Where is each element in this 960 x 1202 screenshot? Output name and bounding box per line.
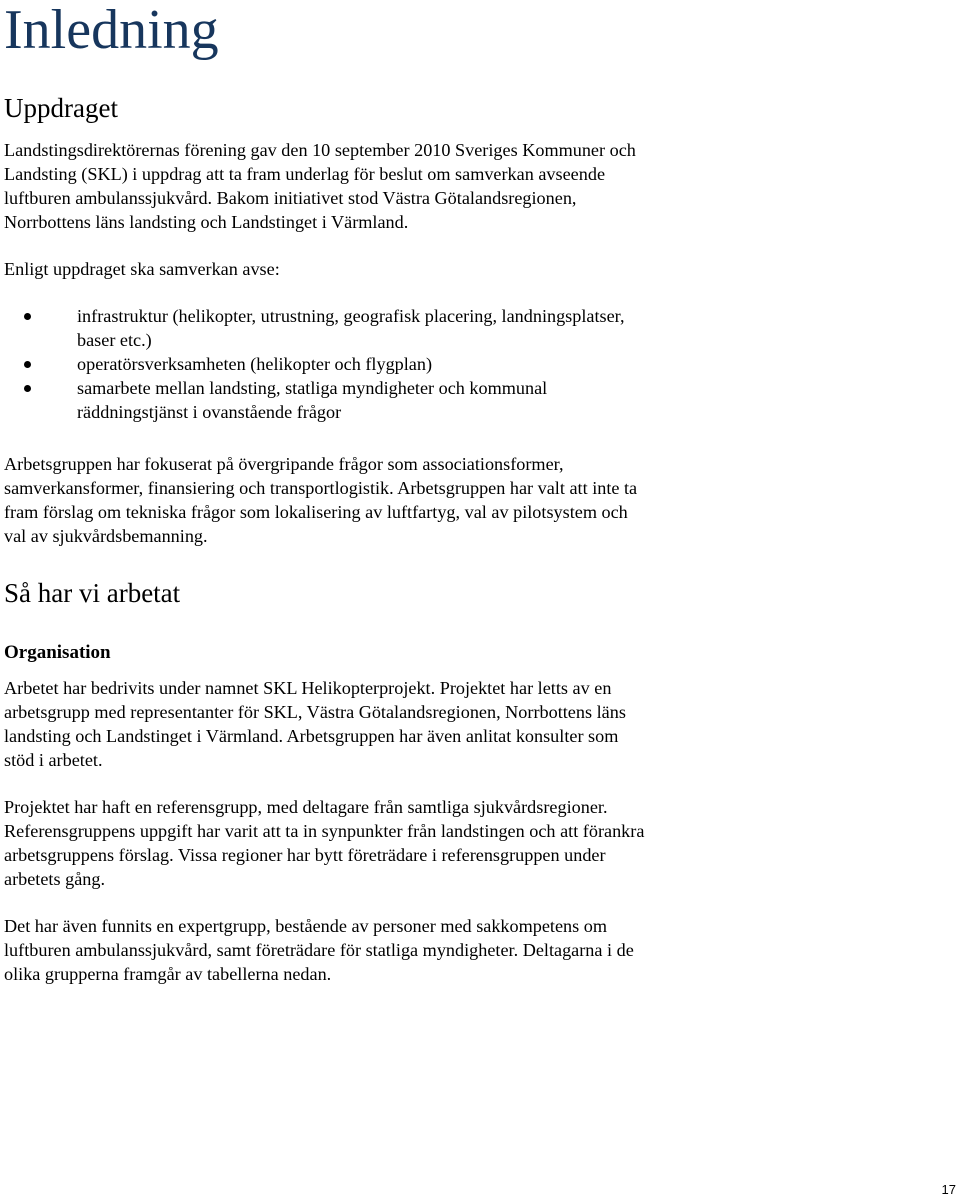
bullet-icon [24,313,31,320]
text-line: samverkansformer, finansiering och transportlogistik. Arbetsgruppen har valt att inte ta [4,478,638,498]
page-title: Inledning [4,0,219,61]
text-line: Referensgruppens uppgift har varit att ta in synpunkter från landstingen och att förankra [4,821,645,841]
list-item-text [77,376,760,424]
text-line: Enligt uppdraget ska samverkan avse: [4,259,280,279]
text-line: Landstingsdirektörernas förening gav den 10 september 2010 Sveriges Kommuner och [4,140,636,160]
organisation-paragraph [4,676,744,772]
text-line: räddningstjänst i ovanstående frågor [77,402,342,422]
text-line: arbetsgruppens förslag. Vissa regioner har bytt företrädare i referensgruppen under [4,845,606,865]
text-line: Projektet har haft en referensgrupp, med deltagare från samtliga sjukvårdsregioner. [4,797,608,817]
intro-paragraph [4,138,744,234]
list-item [0,352,760,376]
focus-paragraph [4,452,744,548]
reference-group-paragraph [4,795,744,891]
text-line: samarbete mellan landsting, statliga myndigheter och kommunal [77,378,548,398]
text-line: baser etc.) [77,330,152,350]
text-line: stöd i arbetet. [4,750,103,770]
expert-group-paragraph [4,914,744,986]
text-line: infrastruktur (helikopter, utrustning, geografisk placering, landningsplatser, [77,306,625,326]
text-line: Det har även funnits en expertgrupp, bestående av personer med sakkompetens om [4,916,608,936]
page-number: 17 [941,1182,956,1197]
list-item-text [77,352,760,376]
text-line: luftburen ambulanssjukvård. Bakom initiativet stod Västra Götalandsregionen, [4,188,577,208]
text-line: luftburen ambulanssjukvård, samt företrädare för statliga myndigheter. Deltagarna i de [4,940,634,960]
bullet-icon [24,361,31,368]
text-line: operatörsverksamheten (helikopter och flygplan) [77,354,433,374]
text-line: arbetsgrupp med representanter för SKL, Västra Götalandsregionen, Norrbottens läns [4,702,626,722]
subheading-organisation: Organisation [4,642,111,663]
list-item [0,376,760,424]
text-line: Norrbottens läns landsting och Landstinget i Värmland. [4,212,409,232]
text-line: arbetets gång. [4,869,105,889]
lead-paragraph [4,257,744,281]
section-heading-uppdraget: Uppdraget [4,93,118,123]
text-line: Landsting (SKL) i uppdrag att ta fram underlag för beslut om samverkan avseende [4,164,606,184]
text-line: val av sjukvårdsbemanning. [4,526,208,546]
text-line: olika grupperna framgår av tabellerna nedan. [4,964,332,984]
section-heading-arbetat: Så har vi arbetat [4,578,181,608]
text-line: fram förslag om tekniska frågor som lokalisering av luftfartyg, val av pilotsystem och [4,502,628,522]
list-item [0,304,760,352]
text-line: Arbetsgruppen har fokuserat på övergripande frågor som associationsformer, [4,454,564,474]
bullet-list [0,304,760,424]
text-line: Arbetet har bedrivits under namnet SKL Helikopterprojekt. Projektet har letts av en [4,678,612,698]
bullet-icon [24,385,31,392]
text-line: landsting och Landstinget i Värmland. Arbetsgruppen har även anlitat konsulter som [4,726,619,746]
list-item-text [77,304,760,352]
